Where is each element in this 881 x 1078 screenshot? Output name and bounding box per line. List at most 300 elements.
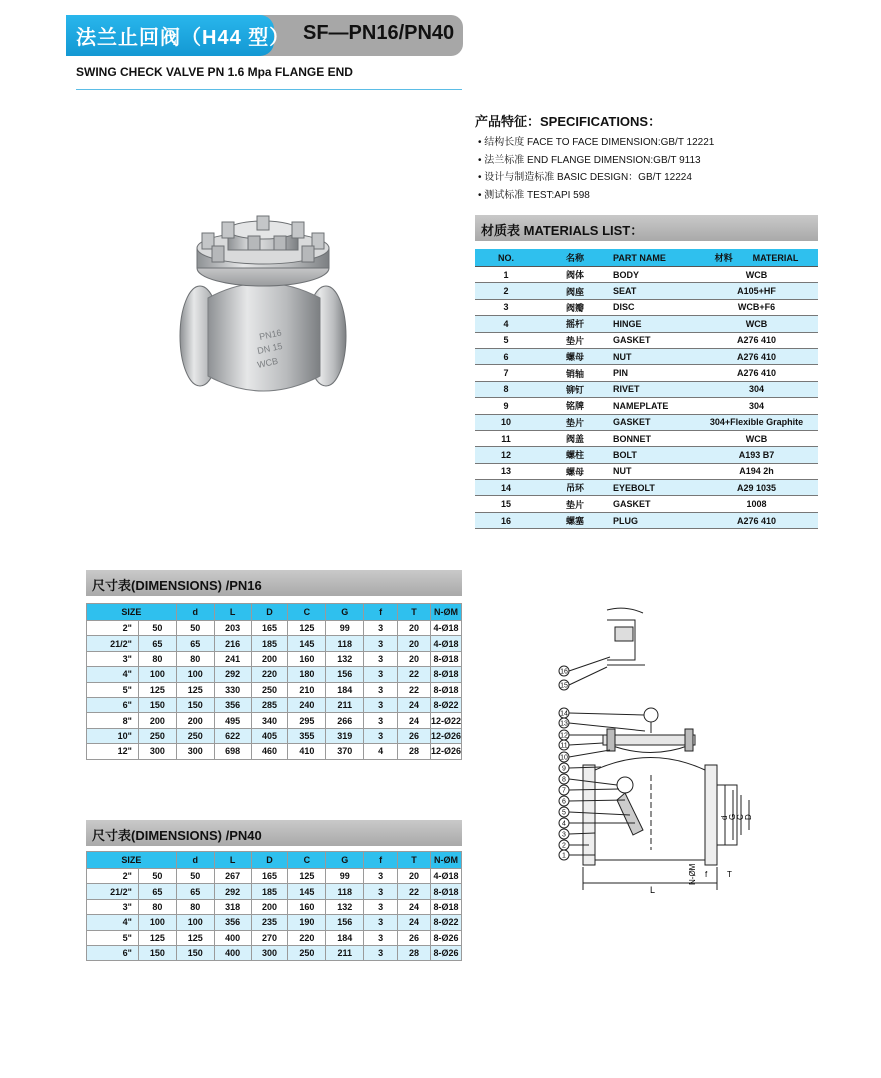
dim-row [87,869,462,884]
dim-row [87,930,462,945]
materials-cell-material: WCB+F6 [695,299,818,315]
materials-cell-part: EYEBOLT [613,480,695,496]
dim-cell: 3 [364,899,398,914]
dim-cell: 200 [251,899,288,914]
dim-header-cell: D [251,604,288,621]
dim-row [87,713,462,728]
dim-header-cell: SIZE [87,604,177,621]
materials-row [475,463,818,479]
dim-row [87,651,462,666]
materials-row [475,480,818,496]
dim-cell: 65 [176,884,214,899]
materials-cell-part: PLUG [613,512,695,528]
pn16-title-bar [86,570,462,596]
dim-cell: 24 [398,915,431,930]
materials-cell-no: 16 [475,512,537,528]
dim-cell: 210 [288,682,326,697]
dim-header-cell: C [288,604,326,621]
dim-cell: 125 [288,869,326,884]
materials-cell-material: A276 410 [695,332,818,348]
materials-cell-part: SEAT [613,283,695,299]
materials-cell-part: NAMEPLATE [613,398,695,414]
dim-cell: 20 [398,621,431,636]
dim-header-cell: L [214,604,251,621]
sectional-drawing [555,605,775,900]
materials-row [475,365,818,381]
specifications-title: 产品特征：SPECIFICATIONS： [475,114,662,129]
dim-cell: 400 [214,930,251,945]
materials-cell-material: WCB [695,267,818,283]
materials-cell-name: 销轴 [537,365,613,381]
spec-item: • 结构长度 FACE TO FACE DIMENSION:GB/T 12221 [478,137,715,148]
dim-cell: 250 [138,728,176,743]
pn40-title-bar [86,820,462,846]
dim-cell: 220 [288,930,326,945]
dim-cell: 211 [326,945,364,960]
materials-row [475,316,818,332]
dim-cell: 125 [176,930,214,945]
dim-header-cell: C [288,852,326,869]
dim-cell: 3 [364,945,398,960]
dim-cell: 203 [214,621,251,636]
materials-cell-no: 15 [475,496,537,512]
dim-cell: 3" [87,899,139,914]
materials-row [475,430,818,446]
dim-cell: 340 [251,713,288,728]
dim-cell: 8-Ø18 [430,667,461,682]
dim-cell: 300 [251,945,288,960]
dim-cell: 292 [214,884,251,899]
callout-number: 2 [562,842,566,850]
dim-cell: 460 [251,744,288,759]
dim-cell: 160 [288,899,326,914]
dim-cell: 3 [364,915,398,930]
dim-cell: 211 [326,697,364,712]
dim-cell: 21/2" [87,884,139,899]
dim-cell: 235 [251,915,288,930]
dim-cell: 12" [87,744,139,759]
dim-cell: 65 [138,636,176,651]
spec-item: • 设计与制造标准 BASIC DESIGN：GB/T 12224 [478,172,692,183]
dim-cell: 240 [288,697,326,712]
callout-number: 8 [562,776,566,784]
materials-cell-no: 14 [475,480,537,496]
valve-photo [178,208,348,403]
dim-cell: 184 [326,682,364,697]
dim-cell: 100 [176,667,214,682]
dim-cell: 50 [176,621,214,636]
dim-row [87,915,462,930]
callout-number: 1 [562,852,566,860]
dim-cell: 318 [214,899,251,914]
pn16-title: 尺寸表(DIMENSIONS) /PN16 [92,578,262,593]
materials-cell-name: 摇杆 [537,316,613,332]
dim-cell: 319 [326,728,364,743]
dim-cell: 405 [251,728,288,743]
materials-header-row [475,249,818,267]
dim-cell: 21/2" [87,636,139,651]
materials-cell-name: 垫片 [537,414,613,430]
materials-cell-name: 螺柱 [537,447,613,463]
dim-cell: 100 [138,667,176,682]
callout-number: 3 [562,831,566,839]
dim-cell: 250 [176,728,214,743]
dim-row [87,682,462,697]
dim-cell: 12-Ø26 [430,744,461,759]
dim-cell: 3 [364,651,398,666]
callout-number: 12 [560,732,568,740]
dim-cell: 118 [326,884,364,899]
dim-cell: 356 [214,697,251,712]
materials-cell-name: 阀瓣 [537,299,613,315]
dim-header-cell: d [176,604,214,621]
dim-cell: 356 [214,915,251,930]
dim-cell: 26 [398,728,431,743]
materials-cell-no: 4 [475,316,537,332]
dim-cell: 8-Ø22 [430,915,461,930]
dim-cell: 8-Ø18 [430,651,461,666]
dim-cell: 3 [364,728,398,743]
materials-cell-name: 铭牌 [537,398,613,414]
materials-row [475,381,818,397]
dim-cell: 22 [398,682,431,697]
materials-cell-no: 9 [475,398,537,414]
dim-cell: 4-Ø18 [430,621,461,636]
materials-cell-material: A193 B7 [695,447,818,463]
materials-cell-material: A29 1035 [695,480,818,496]
dim-cell: 50 [138,869,176,884]
spec-item: • 法兰标准 END FLANGE DIMENSION:GB/T 9113 [478,155,701,166]
dim-header-cell: G [326,852,364,869]
dim-cell: 200 [251,651,288,666]
materials-cell-no: 8 [475,381,537,397]
callout-number: 16 [560,668,568,676]
dim-row [87,697,462,712]
marking-material: WCB [256,355,279,370]
dim-cell: 295 [288,713,326,728]
dim-row [87,621,462,636]
materials-cell-no: 10 [475,414,537,430]
dim-header-cell: N-ØM [430,604,461,621]
dim-cell: 410 [288,744,326,759]
dim-cell: 12-Ø26 [430,728,461,743]
dim-cell: 125 [176,682,214,697]
dim-header-cell: N-ØM [430,852,461,869]
materials-row [475,267,818,283]
dim-label: C [736,814,745,820]
materials-cell-no: 11 [475,430,537,446]
dim-row [87,667,462,682]
dim-cell: 300 [138,744,176,759]
dim-cell: 200 [138,713,176,728]
dim-header-cell: T [398,852,431,869]
dim-cell: 285 [251,697,288,712]
dim-row [87,744,462,759]
materials-cell-part: GASKET [613,332,695,348]
dim-cell: 24 [398,697,431,712]
dim-cell: 125 [288,621,326,636]
dim-cell: 3 [364,636,398,651]
marking-dn: DN 15 [256,340,284,356]
dim-cell: 150 [138,945,176,960]
dim-cell: 156 [326,667,364,682]
materials-cell-part: BOLT [613,447,695,463]
materials-cell-no: 6 [475,348,537,364]
dim-cell: 8-Ø18 [430,884,461,899]
dim-cell: 80 [138,899,176,914]
dim-cell: 80 [176,899,214,914]
dim-cell: 355 [288,728,326,743]
pn40-header-row [87,852,462,869]
materials-cell-part: GASKET [613,414,695,430]
callout-number: 5 [562,809,566,817]
dim-row [87,899,462,914]
callout-number: 6 [562,798,566,806]
dim-cell: 165 [251,621,288,636]
dim-label: D [744,814,753,820]
dim-cell: 20 [398,636,431,651]
dim-cell: 132 [326,899,364,914]
materials-cell-part: BONNET [613,430,695,446]
dim-cell: 145 [288,636,326,651]
dim-header-cell: L [214,852,251,869]
pn40-table [86,851,462,961]
dim-cell: 26 [398,930,431,945]
dim-cell: 270 [251,930,288,945]
dim-cell: 24 [398,899,431,914]
dim-cell: 180 [288,667,326,682]
dim-header-cell: G [326,604,364,621]
dim-cell: 4" [87,915,139,930]
dim-cell: 6" [87,697,139,712]
dim-row [87,945,462,960]
dim-cell: 80 [138,651,176,666]
dim-cell: 50 [176,869,214,884]
materials-row [475,447,818,463]
materials-cell-part: NUT [613,463,695,479]
dim-header-cell: f [364,852,398,869]
dim-cell: 5" [87,930,139,945]
materials-cell-name: 螺母 [537,463,613,479]
materials-row [475,348,818,364]
label-t: T [727,870,732,879]
dim-cell: 3 [364,884,398,899]
dim-cell: 150 [138,697,176,712]
dim-cell: 3 [364,713,398,728]
dim-cell: 132 [326,651,364,666]
dim-cell: 185 [251,884,288,899]
materials-cell-name: 阀盖 [537,430,613,446]
callout-number: 9 [562,765,566,773]
dim-cell: 3 [364,930,398,945]
materials-cell-part: BODY [613,267,695,283]
dim-cell: 6" [87,945,139,960]
dim-cell: 80 [176,651,214,666]
dim-cell: 20 [398,651,431,666]
dim-cell: 190 [288,915,326,930]
dim-cell: 99 [326,621,364,636]
materials-cell-name: 铆钉 [537,381,613,397]
callout-number: 13 [560,720,568,728]
dim-cell: 100 [138,915,176,930]
materials-cell-name: 吊环 [537,480,613,496]
dim-header-cell: f [364,604,398,621]
materials-cell-material: 304 [695,381,818,397]
dim-cell: 250 [251,682,288,697]
dim-cell: 50 [138,621,176,636]
dim-cell: 8" [87,713,139,728]
dim-label: d [720,815,729,820]
materials-cell-no: 1 [475,267,537,283]
dim-cell: 3 [364,621,398,636]
pn16-header-row [87,604,462,621]
materials-cell-material: A276 410 [695,512,818,528]
dim-cell: 2" [87,621,139,636]
materials-cell-part: RIVET [613,381,695,397]
materials-cell-material: 304 [695,398,818,414]
materials-cell-name: 阀体 [537,267,613,283]
materials-cell-material: A276 410 [695,348,818,364]
subtitle: SWING CHECK VALVE PN 1.6 Mpa FLANGE END [76,65,353,79]
dim-cell: 3 [364,682,398,697]
dim-row [87,884,462,899]
spec-item: • 测试标准 TEST:API 598 [478,190,590,201]
dim-cell: 8-Ø26 [430,945,461,960]
dim-cell: 22 [398,667,431,682]
dim-row [87,636,462,651]
dim-header-cell: D [251,852,288,869]
materials-cell-no: 7 [475,365,537,381]
materials-cell-no: 13 [475,463,537,479]
dim-cell: 8-Ø18 [430,682,461,697]
label-length: L [650,885,656,895]
dim-cell: 4 [364,744,398,759]
col-name: 名称 [537,249,613,267]
dim-cell: 3 [364,697,398,712]
label-f: f [705,870,708,879]
materials-cell-no: 5 [475,332,537,348]
dim-cell: 65 [138,884,176,899]
dim-cell: 28 [398,945,431,960]
header-model: SF—PN16/PN40 [303,22,455,44]
dim-row [87,728,462,743]
dim-cell: 185 [251,636,288,651]
dim-cell: 241 [214,651,251,666]
dim-cell: 5" [87,682,139,697]
dim-cell: 3 [364,667,398,682]
dim-cell: 292 [214,667,251,682]
materials-cell-material: WCB [695,430,818,446]
materials-cell-part: HINGE [613,316,695,332]
dim-cell: 65 [176,636,214,651]
col-material: 材料 MATERIAL [695,249,818,267]
materials-cell-material: A194 2h [695,463,818,479]
dim-cell: 28 [398,744,431,759]
materials-row [475,299,818,315]
materials-row [475,496,818,512]
callout-number: 10 [560,754,568,762]
dim-cell: 118 [326,636,364,651]
materials-cell-part: DISC [613,299,695,315]
dim-header-cell: SIZE [87,852,177,869]
dim-cell: 145 [288,884,326,899]
col-no: NO. [475,249,537,267]
dim-cell: 2" [87,869,139,884]
materials-title-bar [475,215,818,241]
col-part: PART NAME [613,249,695,267]
callout-number: 4 [562,820,566,828]
dim-cell: 125 [138,930,176,945]
callout-number: 7 [562,787,566,795]
materials-cell-name: 螺塞 [537,512,613,528]
dim-cell: 495 [214,713,251,728]
materials-cell-no: 2 [475,283,537,299]
dim-cell: 698 [214,744,251,759]
materials-cell-material: 1008 [695,496,818,512]
dim-cell: 184 [326,930,364,945]
dim-cell: 24 [398,713,431,728]
dim-cell: 4" [87,667,139,682]
dim-cell: 4-Ø18 [430,636,461,651]
label-holes: N-ØM [688,863,697,885]
materials-cell-no: 3 [475,299,537,315]
dim-cell: 300 [176,744,214,759]
dim-cell: 150 [176,697,214,712]
callout-number: 11 [560,742,568,750]
pn40-title: 尺寸表(DIMENSIONS) /PN40 [92,828,262,843]
dim-cell: 266 [326,713,364,728]
dim-cell: 220 [251,667,288,682]
header-title: 法兰止回阀（H44 型） [76,27,291,49]
dim-cell: 3" [87,651,139,666]
dim-cell: 156 [326,915,364,930]
divider [76,89,462,90]
materials-row [475,512,818,528]
dim-cell: 125 [138,682,176,697]
materials-cell-no: 12 [475,447,537,463]
materials-cell-name: 垫片 [537,332,613,348]
dim-cell: 400 [214,945,251,960]
materials-cell-name: 螺母 [537,348,613,364]
materials-cell-name: 垫片 [537,496,613,512]
dim-cell: 10" [87,728,139,743]
dim-cell: 330 [214,682,251,697]
dim-header-cell: d [176,852,214,869]
dim-cell: 200 [176,713,214,728]
materials-row [475,414,818,430]
dim-cell: 22 [398,884,431,899]
dim-cell: 150 [176,945,214,960]
dim-cell: 622 [214,728,251,743]
callout-number: 14 [560,710,568,718]
materials-title: 材质表 MATERIALS LIST： [481,223,644,238]
dim-label: G [728,813,737,820]
materials-row [475,398,818,414]
dim-cell: 370 [326,744,364,759]
materials-cell-part: NUT [613,348,695,364]
materials-cell-name: 阀座 [537,283,613,299]
callout-number: 15 [560,682,568,690]
pn16-table [86,603,462,760]
materials-cell-material: A276 410 [695,365,818,381]
dim-cell: 20 [398,869,431,884]
materials-cell-material: 304+Flexible Graphite [695,414,818,430]
materials-cell-material: A105+HF [695,283,818,299]
marking-pn: PN16 [258,327,283,342]
dim-cell: 267 [214,869,251,884]
materials-cell-part: PIN [613,365,695,381]
dim-cell: 250 [288,945,326,960]
